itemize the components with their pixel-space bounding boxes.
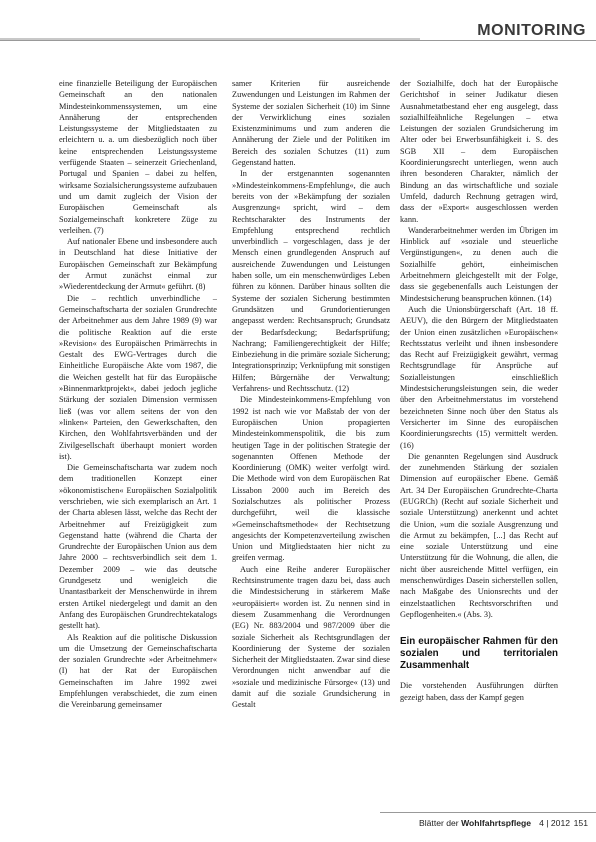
paragraph: Die Gemeinschaftscharta war zudem noch dem traditionellen Konzept einer »ökonomistischen« Europäischen Sozialpolitik verschrieben, wie sich exemplarisch an Art. 1 der Charta ablesen lässt, welche das Recht der Arbeitnehmer auf Freizügigkeit zum Gegenstand hatte (während die Charta der Grundrechte der Europäischen Union aus dem Jahre 2000 – rechtsverbindlich seit dem 1. Dezember 2009 – wie das deutsche Grundgesetz und wenigleich die Unantastbarkeit der Menschenwürde in ihrem ersten Artikel niedergelegt und damit an den Anfang des Europäischen Grundrechtekatalogs gestellt hat). — [59, 463, 217, 631]
paragraph: der Sozialhilfe, doch hat der Europäische Gerichtshof in seiner Judikatur diesen Ausnahmetatbestand eher eng ausgelegt, dass sozialhilfeähnliche Regelungen – etwa Leistungen der sozialen Grundsicherung im Alter oder bei Erwerbsunfähigkeit i. S. des SGB XII – dem Europäischen Koordinierungsrecht unterliegen, wenn auch ihren besonderen Charakter, nämlich der Bindung an das wirtschaftliche und soziale Umfeld, dadurch Rechnung getragen wird, dass der »Export« ausgeschlossen werden kann. — [400, 79, 558, 224]
paragraph: Die genannten Regelungen sind Ausdruck der zunehmenden Stärkung der sozialen Dimension auf europäischer Ebene. Gemäß Art. 34 Der Europäischen Grundrechte-Charta (EUGRCh) (Recht auf soziale Sicherheit und soziale Unterstützung) anerkennt und achtet die Union, »um die soziale Ausgrenzung und die Armut zu bekämpfen, [...] das Recht auf eine soziale Unterstützung und eine Unterstützung für die Wohnung, die allen, die nicht über ausreichende Mittel verfügen, ein menschenwürdiges Dasein sicherstellen sollen, nach Maßgabe des Unionsrechts und der einzelstaatlichen Rechtsvorschriften und Gepflogenheiten.« (Abs. 3). — [400, 451, 558, 619]
footer-rule — [380, 812, 596, 813]
paragraph: Die – rechtlich unverbindliche – Gemeinschaftscharta der sozialen Grundrechte der Arbeitnehmer aus dem Jahre 1989 (9) war die politische Reaktion auf die erste »Revision« des Europäischen Primärrechts in Gestalt des EWG-Vertrages durch die Einheitliche Europäische Akte vom 1987, die die Weichen gestellt hat für das Europäische »Binnenmarktprojekt«, dabei jedoch jegliche Stärkung der sozialen Dimension vermissen ließ (was vor allem seitens der von den »linken« Parteien, den Gewerkschaften, den Kirchen, den Wohlfahrtsverbänden und der Zivilgesellschaft überhaupt moniert worden ist). — [59, 293, 217, 461]
publication-info — [419, 818, 570, 828]
header-rule — [0, 40, 596, 41]
publication-name-bold: Wohlfahrtspflege — [461, 818, 532, 828]
paragraph: Wanderarbeitnehmer werden im Übrigen im Hinblick auf »soziale und steuerliche Vergünstigungen«, zu denen auch die Sozialhilfe gehört, einheimischen Arbeitnehmern gleichgestellt mit der Folge, dass sie gegebenenfalls auch Leistungen der Mindestsicherung beanspruchen können. (14) — [400, 225, 558, 303]
text-column-1 — [59, 78, 217, 812]
paragraph: Als Reaktion auf die politische Diskussion um die Umsetzung der Gemeinschaftscharta der sozialen Grundrechte »der Arbeitnehmer« (I) hat der Rat der Europäischen Gemeinschaften im Jahre 1992 zwei Empfehlungen verabschiedet, die zum einen die Vereinbarung gemeinsamer — [59, 632, 217, 710]
section-label: MONITORING — [477, 22, 586, 39]
paragraph: Auf nationaler Ebene und insbesondere auch in Deutschland hat diese Initiative der Europäischen Gemeinschaft zur Bekämpfung der Armut zunächst einmal zur »Wiederentdeckung der Armut« geführt. (8) — [59, 237, 217, 292]
paragraph: In der erstgenannten sogenannten »Mindesteinkommens-Empfehlung«, die auch bereits von der »Bekämpfung der sozialen Ausgrenzung« spricht, wird – dem Rechtscharakter des Instruments der Empfehlung entsprechend rechtlich unverbindlich – vorgeschlagen, dass je der Mensch einen grundlegenden Anspruch auf ausreichende Zuwendungen und Leistungen haben solle, um ein menschenwürdiges Leben führen zu können. Darüber hinaus sollten die Systeme der sozialen Sicherung bestimmten Grundsätzen und Grundorientierungen angepasst werden: Rechtsanspruch; Grundsatz der Bedarfsdeckung; Bedarfsprüfung; Nachrang; Familiengerechtigkeit der Hilfe; Einbeziehung in die primäre soziale Sicherung; Integrationsprinzip; Verknüpfung mit sonstigen Hilfen; Bürgernähe der Verwaltung; Verfahrens- und Rechtsschutz. (12) — [232, 169, 390, 394]
paragraph: eine finanzielle Beteiligung der Europäischen Gemeinschaft an den nationalen Mindesteinkommenssystemen, um eine Annäherung der entsprechenden Leistungssysteme der Mitgliedstaaten zu erleichtern u. a. um diesbezüglich noch über keine entsprechenden Leistungssysteme verfügende Staaten – seinerzeit Griechenland, Portugal und Spanien – dabei zu helfen, wirksame Sozialsicherungssysteme aufzubauen und um damit zugleich der Vision der Europäischen Gemeinschaft als Sozialgemeinschaft konkretere Züge zu verleihen. (7) — [59, 79, 217, 235]
publication-name-prefix: Blätter der — [419, 818, 462, 828]
section-heading: Ein europäischer Rahmen für den sozialen und territorialen Zusammenhalt — [400, 636, 558, 672]
page-number: 151 — [573, 818, 588, 828]
text-column-2 — [232, 78, 390, 812]
text-column-3 — [400, 78, 558, 812]
page-footer — [0, 812, 596, 832]
paragraph: Auch die Unionsbürgerschaft (Art. 18 ff. AEUV), die den Bürgern der Mitgliedstaaten der Union einen zusätzlichen »Europäischen« Rechtsstatus verleiht und ihnen insbesondere das Recht auf Freizügigkeit gewährt, vermag Rechtsgrundlage für Ansprüche auf Sozialleistungen einschließlich Mindestsicherungsleistungen sein, die weder über den Arbeitnehmerstatus im vorstehend bezeichneten Sinne noch über den Status als Versicherter im Sinne des europäischen Koordinierungsrechts (15) vermittelt werden. (16) — [400, 304, 558, 450]
issue-number: 4 | 2012 — [539, 818, 570, 828]
paragraph: Die vorstehenden Ausführungen dürften gezeigt haben, dass der Kampf gegen — [400, 681, 558, 702]
paragraph: Die Mindesteinkommens-Empfehlung von 1992 ist nach wie vor Maßstab der von der Europäischen Union propagierten Mindesteinkommenspolitik, die bis zum heutigen Tage in der politischen Strategie der sogenannten Offenen Methode der Koordinierung (OMK) weiter verfolgt wird. Die Methode wird von dem Europäischen Rat Lissabon 2000 auch im Bereich des Sozialschutzes als politischer Prozess durchgeführt, weil die klassische »Gemeinschaftsmethode« der Rechtsetzung angesichts der Kompetenzverteilung zwischen Union und Mitgliedstaaten hier nicht zu greifen vermag. — [232, 395, 390, 563]
paragraph: samer Kriterien für ausreichende Zuwendungen und Leistungen im Rahmen der Systeme der sozialen Sicherheit (10) im Sinne der Verwirklichung eines sozialen Existenzminimums und zum anderen die Annäherung der Ziele und der Politiken im Bereich des sozialen Schutzes (11) zum Gegenstand hatten. — [232, 79, 390, 168]
paragraph: Auch eine Reihe anderer Europäischer Rechtsinstrumente tragen dazu bei, dass auch die Mindestsicherung in stärkerem Maße »europäisiert« worden ist. Zu nennen sind in diesem Zusammenhang die Verordnungen (EG) Nr. 883/2004 und 987/2009 über die soziale Sicherheit als Rechtsgrundlagen der Koordinierung der Systeme der sozialen Sicherheit der Mitgliedstaaten. Zwar sind diese Verordnungen nicht anwendbar auf die »soziale und medizinische Fürsorge« (13) und damit auf die soziale Grundsicherung in Gestalt — [232, 564, 390, 710]
